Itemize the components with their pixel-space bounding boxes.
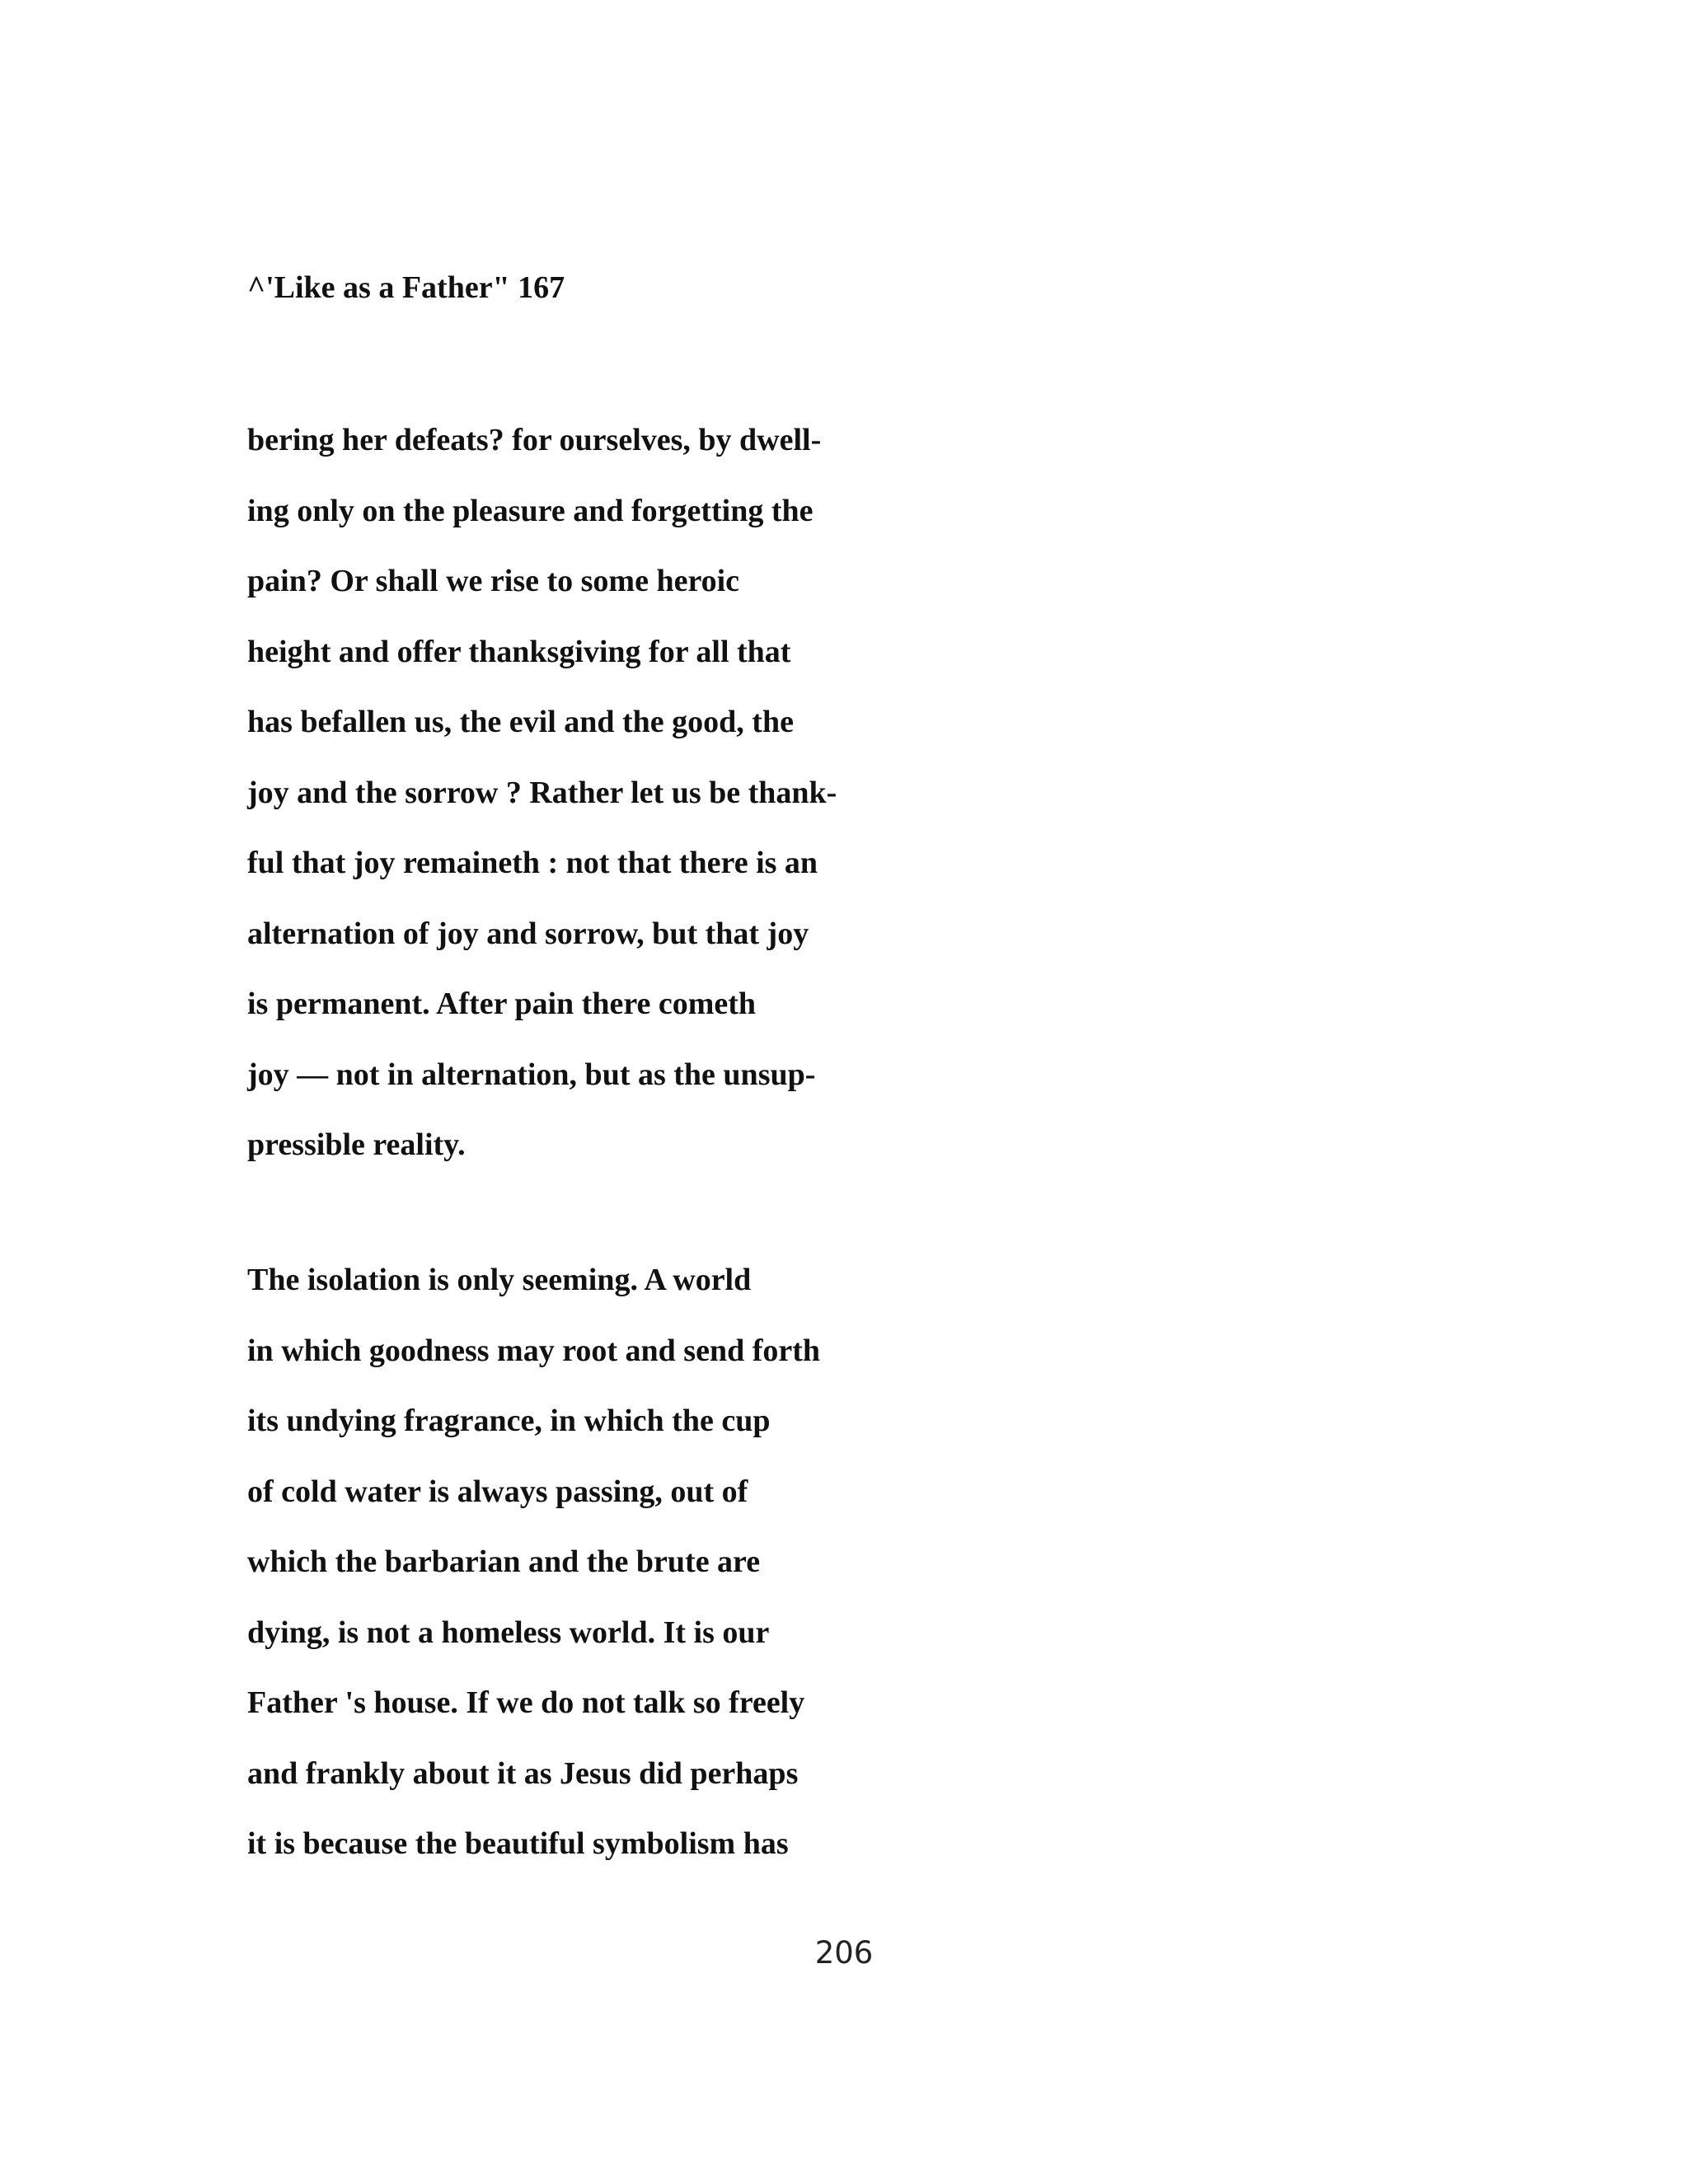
text-line: has befallen us, the evil and the good, the — [247, 705, 794, 739]
text-line: which the barbarian and the brute are — [247, 1544, 761, 1579]
text-line: joy — not in alternation, but as the unsup- — [247, 1057, 816, 1092]
text-line: ful that joy remaineth : not that there is an — [247, 846, 818, 880]
text-line: in which goodness may root and send forth — [247, 1333, 821, 1368]
running-head-text: ^'Like as a Father" 167 — [247, 270, 565, 305]
text-line: bering her defeats? for ourselves, by dwell- — [247, 423, 822, 457]
text-line: is permanent. After pain there cometh — [247, 987, 757, 1021]
text-line: pressible reality. — [247, 1127, 466, 1162]
text-line: joy and the sorrow ? Rather let us be thank- — [247, 775, 837, 810]
text-line: dying, is not a homeless world. It is our — [247, 1615, 770, 1650]
text-line: alternation of joy and sorrow, but that joy — [247, 916, 809, 951]
text-line: Father 's house. If we do not talk so freely — [247, 1685, 805, 1720]
text-line: ing only on the pleasure and forgetting the — [247, 493, 814, 528]
text-line: its undying fragrance, in which the cup — [247, 1404, 771, 1438]
paragraph-2 — [247, 1245, 1484, 1880]
text-line: height and offer thanksgiving for all that — [247, 634, 791, 669]
text-line: The isolation is only seeming. A world — [247, 1263, 752, 1297]
paragraph-1 — [247, 405, 1484, 1181]
text-line: it is because the beautiful symbolism has — [247, 1826, 789, 1861]
text-line: of cold water is always passing, out of — [247, 1474, 748, 1509]
page-number: 206 — [814, 1935, 874, 1971]
text-line: and frankly about it as Jesus did perhaps — [247, 1755, 799, 1791]
text-line: pain? Or shall we rise to some heroic — [247, 564, 740, 598]
running-header — [247, 269, 1484, 307]
